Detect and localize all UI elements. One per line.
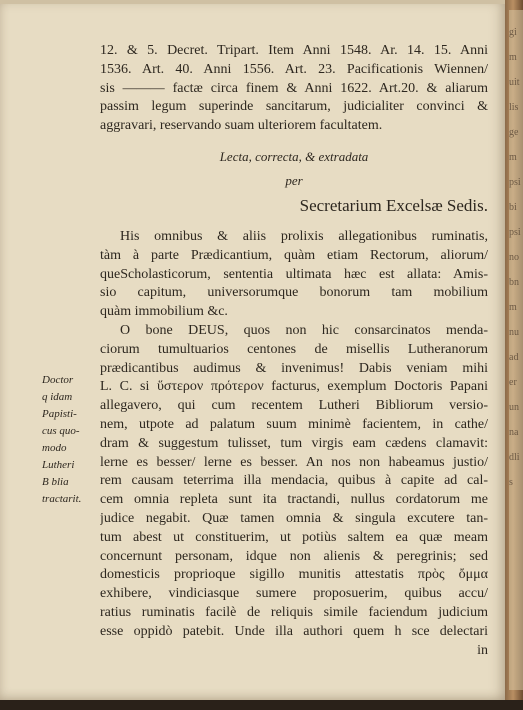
header-line: 1536. Art. 40. Anni 1556. Art. 23. Pacificationis Wiennen/ <box>100 61 488 77</box>
text-line: judice negabit. Quæ tamen omnia & singula excutere tan- <box>100 510 488 526</box>
secretarium-line: Secretarium Excelsæ Sedis. <box>299 195 488 215</box>
marginal-note-line: modo <box>42 442 67 454</box>
text-line: lerne es besser/ lerne es besser. An nos non habeamus justio/ <box>100 454 488 470</box>
page-content <box>100 42 488 660</box>
lecta-correcta-line: Lecta, correcta, & extradata <box>219 148 369 164</box>
bottom-shadow <box>0 700 523 710</box>
marginal-note-line: q idam <box>42 391 73 403</box>
marginal-note <box>42 372 94 508</box>
text-line: concernunt personam, idque non alienis & peregrinis; sed <box>100 548 488 564</box>
paragraph-his-omnibus <box>100 228 488 322</box>
header-line: sis ——— factæ circa finem & Anni 1622. Art.20. & aliarum <box>100 80 488 96</box>
text-line: quàm immobilium &c. <box>100 304 228 320</box>
per-line: per <box>285 172 303 188</box>
text-line: cem omnia repleta sunt ita tractandi, nullus cordatorum me <box>100 492 488 508</box>
marginal-note-line: Papisti- <box>42 408 77 420</box>
marginal-note-line: tractarit. <box>42 493 82 505</box>
header-line: 12. & 5. Decret. Tripart. Item Anni 1548. Ar. 14. 15. Anni <box>100 43 488 58</box>
header-line: passim legum superinde sancitarum, judicialiter convinci & <box>100 99 488 115</box>
marginal-note-line: cus quo- <box>42 425 80 437</box>
marginal-note-line: Doctor <box>42 374 74 386</box>
text-line: esse oppidò patebit. Unde illa authori quem h sce delectari <box>100 623 488 639</box>
text-line: rem causam teterrima illa mendacia, quibus à capite ad cal- <box>100 473 488 489</box>
text-line: dram & suggestum tulisset, tum virgis eam cædens clamavit: <box>100 435 488 451</box>
catchword: in <box>477 642 488 658</box>
text-line: exhibere, vindiciasque sumere proposuerim, quibus accu/ <box>100 586 488 602</box>
text-line: tum abest ut constituerim, ut potiùs saltem ea quæ meam <box>100 529 488 545</box>
text-line: O bone DEUS, quos non hic consarcinatos menda- <box>120 322 488 338</box>
text-line: domesticis proprioque sigillo munitis attestatis πρὸς ὄμμα <box>100 567 488 583</box>
paragraph-o-bone-deus <box>100 322 488 660</box>
next-page-edge-text: gimuitlis gempsibipsinobnmnuaderunnadlis <box>509 27 521 488</box>
marginal-note-line: B blia <box>42 476 69 488</box>
text-line: ratius ruminatis facilè de reliquis simile faciendum judicium <box>100 604 488 620</box>
text-line: His omnibus & aliis prolixis allegationibus ruminatis, <box>120 228 488 244</box>
text-line: prædicantibus audimus & invenimus! Dabis veniam mihi <box>100 360 488 376</box>
marginal-note-line: Lutheri <box>42 459 75 471</box>
text-line: tàm à parte Prædicantium, quàm etiam Rectorum, aliorum/ <box>100 247 488 263</box>
header-paragraph <box>100 42 488 136</box>
page-top-edge <box>0 0 523 4</box>
text-line: L. C. si ὕστερον πρότερον facturus, exemplum Doctoris Papani <box>100 379 488 395</box>
text-line: queScholasticorum, sententia ultimata hæc est allata: Amis- <box>100 266 488 282</box>
text-line: nem, utpote ad palatum suum minimè facientem, in cathe/ <box>100 416 488 432</box>
text-line: ciorum tumultuarios centones de misellis Lutheranorum <box>100 341 488 357</box>
text-line: allegavero, qui cum recentem Lutheri Bibliorum versio- <box>100 398 488 414</box>
text-line: sio capitum, universorumque bonorum tam mobilium <box>100 285 488 301</box>
header-line: aggravari, reservando suam ulteriorem facultatem. <box>100 118 383 134</box>
